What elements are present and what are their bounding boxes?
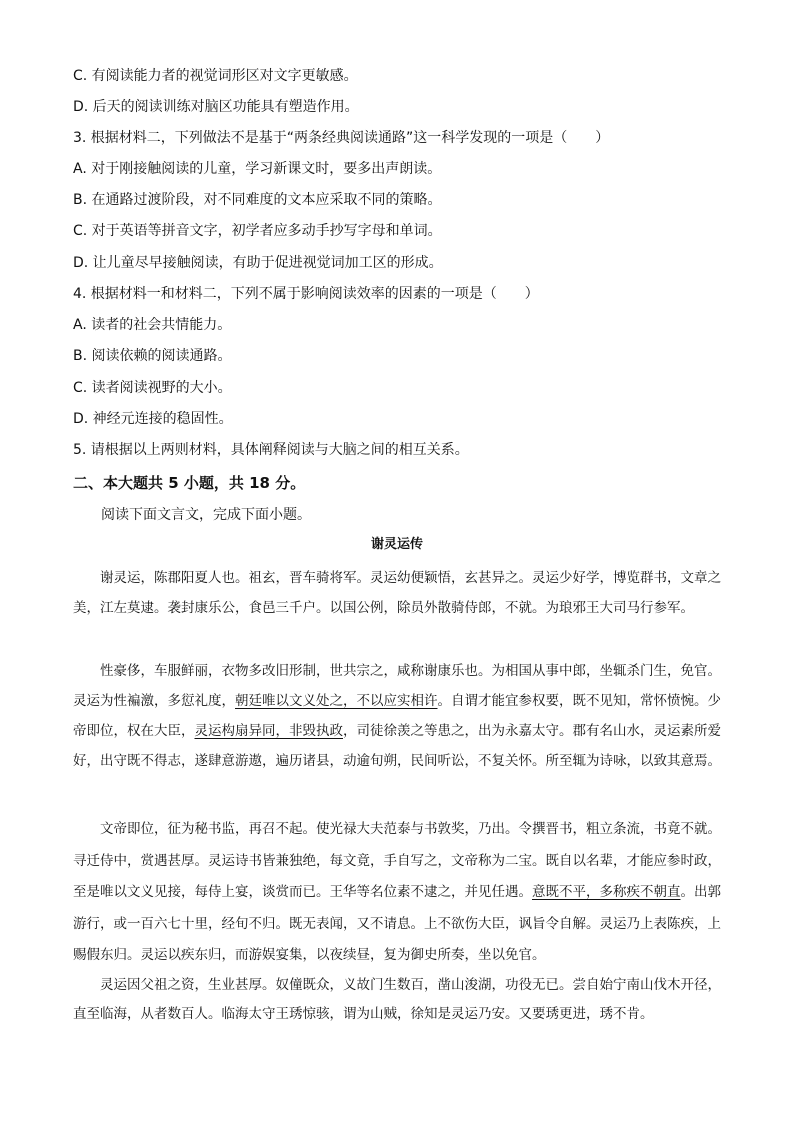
underlined-sentence-1: 朝廷唯以文义处之，不以应实相许 (235, 693, 438, 709)
question-5-stem: 5. 请根据以上两则材料，具体阐释阅读与大脑之间的相互关系。 (73, 442, 469, 458)
option-c-q3: C. 对于英语等拼音文字，初学者应多动手抄写字母和单词。 (73, 223, 442, 239)
paragraph-2-text-c: ，司徒徐羡之等患之，出为永嘉太守。郡有名山水，灵运素所爱好，出守既不得志，遂肆意游遨，遍历诸县，动逾旬朔，民间听讼，不复关怀。所至辄为诗咏，以致其意焉。 (73, 723, 721, 769)
section-heading: 二、本大题共 5 小题，共 18 分。 (73, 474, 306, 492)
option-d-q4: D. 神经元连接的稳固性。 (73, 411, 233, 427)
underlined-sentence-2: 灵运构扇异同，非毁执政 (194, 723, 343, 739)
paragraph-3-text-a: 文帝即位，征为秘书监，再召不起。使光禄大夫范泰与书敦奖，乃出。令撰晋书，粗立条流，书竟不就。寻迁侍中，赏遇甚厚。灵运诗书皆兼独绝，每文竟，手自写之，文帝称为二宝。既自以名辈，才能应参时政，至是唯以文义见接，每侍上宴，谈赏而已。王华等名位素不逮之，并见任遇。 (73, 821, 721, 900)
question-3-stem: 3. 根据材料二，下列做法不是基于“两条经典阅读通路”这一科学发现的一项是（ ） (73, 130, 610, 146)
option-c-q2: C. 有阅读能力者的视觉词形区对文字更敏感。 (73, 68, 358, 84)
question-4-stem: 4. 根据材料一和材料二，下列不属于影响阅读效率的因素的一项是（ ） (73, 286, 539, 302)
article-paragraph-4: 灵运因父祖之资，生业甚厚。奴僮既众，义故门生数百，凿山浚湖，功役无已。尝自始宁南山伐木开径，直至临海，从者数百人。临海太守王琇惊骇，谓为山贼，徐知是灵运乃安。又要琇更进，琇不肯。 (73, 977, 721, 1022)
article-paragraph-3 (73, 814, 721, 972)
paragraph-3-text-b: 。出郭游行，或一百六七十里，经旬不归。既无表闻，又不请息。上不欲伤大臣，讽旨令自解。灵运乃上表陈疾，上赐假东归。灵运以疾东归，而游娱宴集，以夜续昼，复为御史所奏，坐以免官。 (73, 884, 721, 963)
article-paragraph-2 (73, 656, 721, 776)
option-b-q3: B. 在通路过渡阶段，对不同难度的文本应采取不同的策略。 (73, 192, 442, 208)
paragraph-2-text-b: 。自谓才能宜参权要，既不见知，常怀愤惋。少帝即位，权在大臣， (73, 693, 721, 739)
option-a-q4: A. 读者的社会共情能力。 (73, 317, 232, 333)
option-d-q3: D. 让儿童尽早接触阅读，有助于促进视觉词加工区的形成。 (73, 255, 443, 271)
option-b-q4: B. 阅读依赖的阅读通路。 (73, 348, 232, 364)
section-instruction: 阅读下面文言文，完成下面小题。 (101, 507, 311, 523)
option-d-q2: D. 后天的阅读训练对脑区功能具有塑造作用。 (73, 99, 359, 115)
underlined-sentence-3: 意既不平，多称疾不朝直 (532, 884, 681, 900)
paragraph-2-text-a: 性豪侈，车服鲜丽，衣物多改旧形制，世共宗之，咸称谢康乐也。为相国从事中郎，坐辄杀门生，免官。灵运为性褊激，多愆礼度， (73, 663, 721, 709)
article-paragraph-1: 谢灵运，陈郡阳夏人也。祖玄，晋车骑将军。灵运幼便颖悟，玄甚异之。灵运少好学，博览群书，文章之美，江左莫逮。袭封康乐公，食邑三千户。以国公例，除员外散骑侍郎，不就。为琅邪王大司马行参军。 (73, 570, 721, 616)
option-c-q4: C. 读者阅读视野的大小。 (73, 380, 232, 396)
article-title: 谢灵运传 (370, 537, 423, 552)
option-a-q3: A. 对于刚接触阅读的儿童，学习新课文时，要多出声朗读。 (73, 161, 442, 177)
